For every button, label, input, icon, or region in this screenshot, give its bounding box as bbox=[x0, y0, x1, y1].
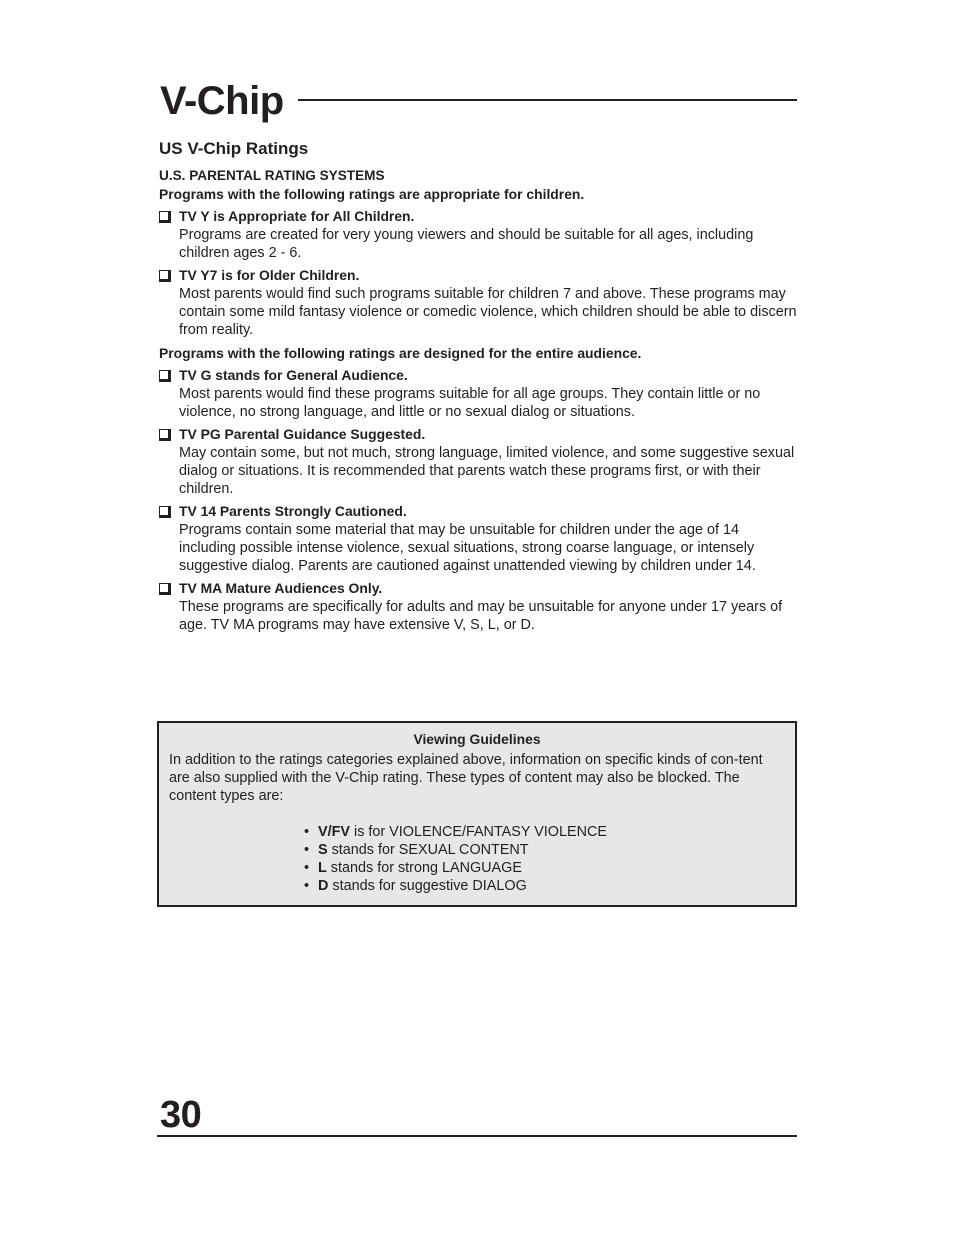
checkbox-icon bbox=[159, 211, 169, 221]
list-item bbox=[304, 841, 607, 859]
content-code: D bbox=[318, 878, 329, 894]
title-rule bbox=[298, 99, 797, 101]
guidelines-text: In addition to the ratings categories explained above, information on specific kinds of con-tent are also supplied with the V-Chip rating. These types of content may also be blocked. The content types are: bbox=[169, 752, 763, 804]
list-item bbox=[304, 823, 607, 841]
content-type-list bbox=[304, 823, 607, 895]
rating-item-title: TV Y7 is for Older Children. bbox=[179, 267, 360, 283]
group-title-children: Programs with the following ratings are appropriate for children. bbox=[159, 186, 585, 202]
checkbox-icon bbox=[159, 583, 169, 593]
checkbox-icon bbox=[159, 506, 169, 516]
checkbox-icon bbox=[159, 370, 169, 380]
section-heading: US V-Chip Ratings bbox=[159, 139, 309, 158]
list-item bbox=[304, 859, 607, 877]
rating-item-text: Most parents would find such programs suitable for children 7 and above. These programs may contain some mild fantasy violence or comedic violence, which children should be able to discern from reality. bbox=[179, 286, 797, 338]
rating-item-title: TV G stands for General Audience. bbox=[179, 367, 408, 383]
rating-item-text: Most parents would find these programs suitable for all age groups. They contain little or no violence, no strong language, and little or no sexual dialog or situations. bbox=[179, 386, 761, 420]
rating-item-title: TV 14 Parents Strongly Cautioned. bbox=[179, 503, 407, 519]
rating-item-tv-y7 bbox=[159, 266, 799, 339]
bullet-icon: • bbox=[304, 860, 310, 876]
footer-rule bbox=[157, 1135, 797, 1137]
page-title: V-Chip bbox=[160, 79, 284, 123]
content-code: S bbox=[318, 842, 328, 858]
group-title-entire-audience: Programs with the following ratings are designed for the entire audience. bbox=[159, 345, 642, 361]
checkbox-icon bbox=[159, 429, 169, 439]
rating-item-text: May contain some, but not much, strong language, limited violence, and some suggestive sexual dialog or situations. It is recommended that parents watch these programs first, or with their children. bbox=[179, 445, 795, 497]
content-code: L bbox=[318, 860, 327, 876]
rating-item-title: TV PG Parental Guidance Suggested. bbox=[179, 426, 426, 442]
rating-item-title: TV MA Mature Audiences Only. bbox=[179, 580, 383, 596]
content-desc: stands for SEXUAL CONTENT bbox=[327, 842, 529, 858]
guidelines-title: Viewing Guidelines bbox=[413, 731, 541, 747]
content-desc: is for VIOLENCE/FANTASY VIOLENCE bbox=[350, 824, 607, 840]
bullet-icon: • bbox=[304, 824, 310, 840]
bullet-icon: • bbox=[304, 878, 310, 894]
rating-item-text: Programs are created for very young viewers and should be suitable for all ages, including children ages 2 - 6. bbox=[179, 227, 754, 261]
rating-item-tv-ma bbox=[159, 579, 799, 634]
rating-item-tv-14 bbox=[159, 502, 799, 575]
viewing-guidelines-box bbox=[157, 721, 797, 907]
rating-item-tv-pg bbox=[159, 425, 799, 498]
content-desc: stands for strong LANGUAGE bbox=[326, 860, 522, 876]
bullet-icon: • bbox=[304, 842, 310, 858]
section-subheading: U.S. PARENTAL RATING SYSTEMS bbox=[159, 168, 385, 183]
main-content bbox=[159, 138, 799, 634]
rating-item-title: TV Y is Appropriate for All Children. bbox=[179, 208, 415, 224]
content-desc: stands for suggestive DIALOG bbox=[328, 878, 527, 894]
rating-item-text: These programs are specifically for adults and may be unsuitable for anyone under 17 years of age. TV MA programs may have extensive V, S, L, or D. bbox=[179, 599, 783, 633]
list-item bbox=[304, 877, 607, 895]
content-code: V/FV bbox=[318, 824, 350, 840]
rating-item-text: Programs contain some material that may be unsuitable for children under the age of 14 including possible intense violence, sexual situations, strong coarse language, or intensely suggestive dialog. Parents are cautioned against unattended viewing by children under 14. bbox=[179, 522, 756, 574]
page-header bbox=[160, 78, 797, 124]
rating-item-tv-g bbox=[159, 366, 799, 421]
checkbox-icon bbox=[159, 270, 169, 280]
rating-item-tv-y bbox=[159, 207, 799, 262]
page-number: 30 bbox=[160, 1094, 202, 1136]
